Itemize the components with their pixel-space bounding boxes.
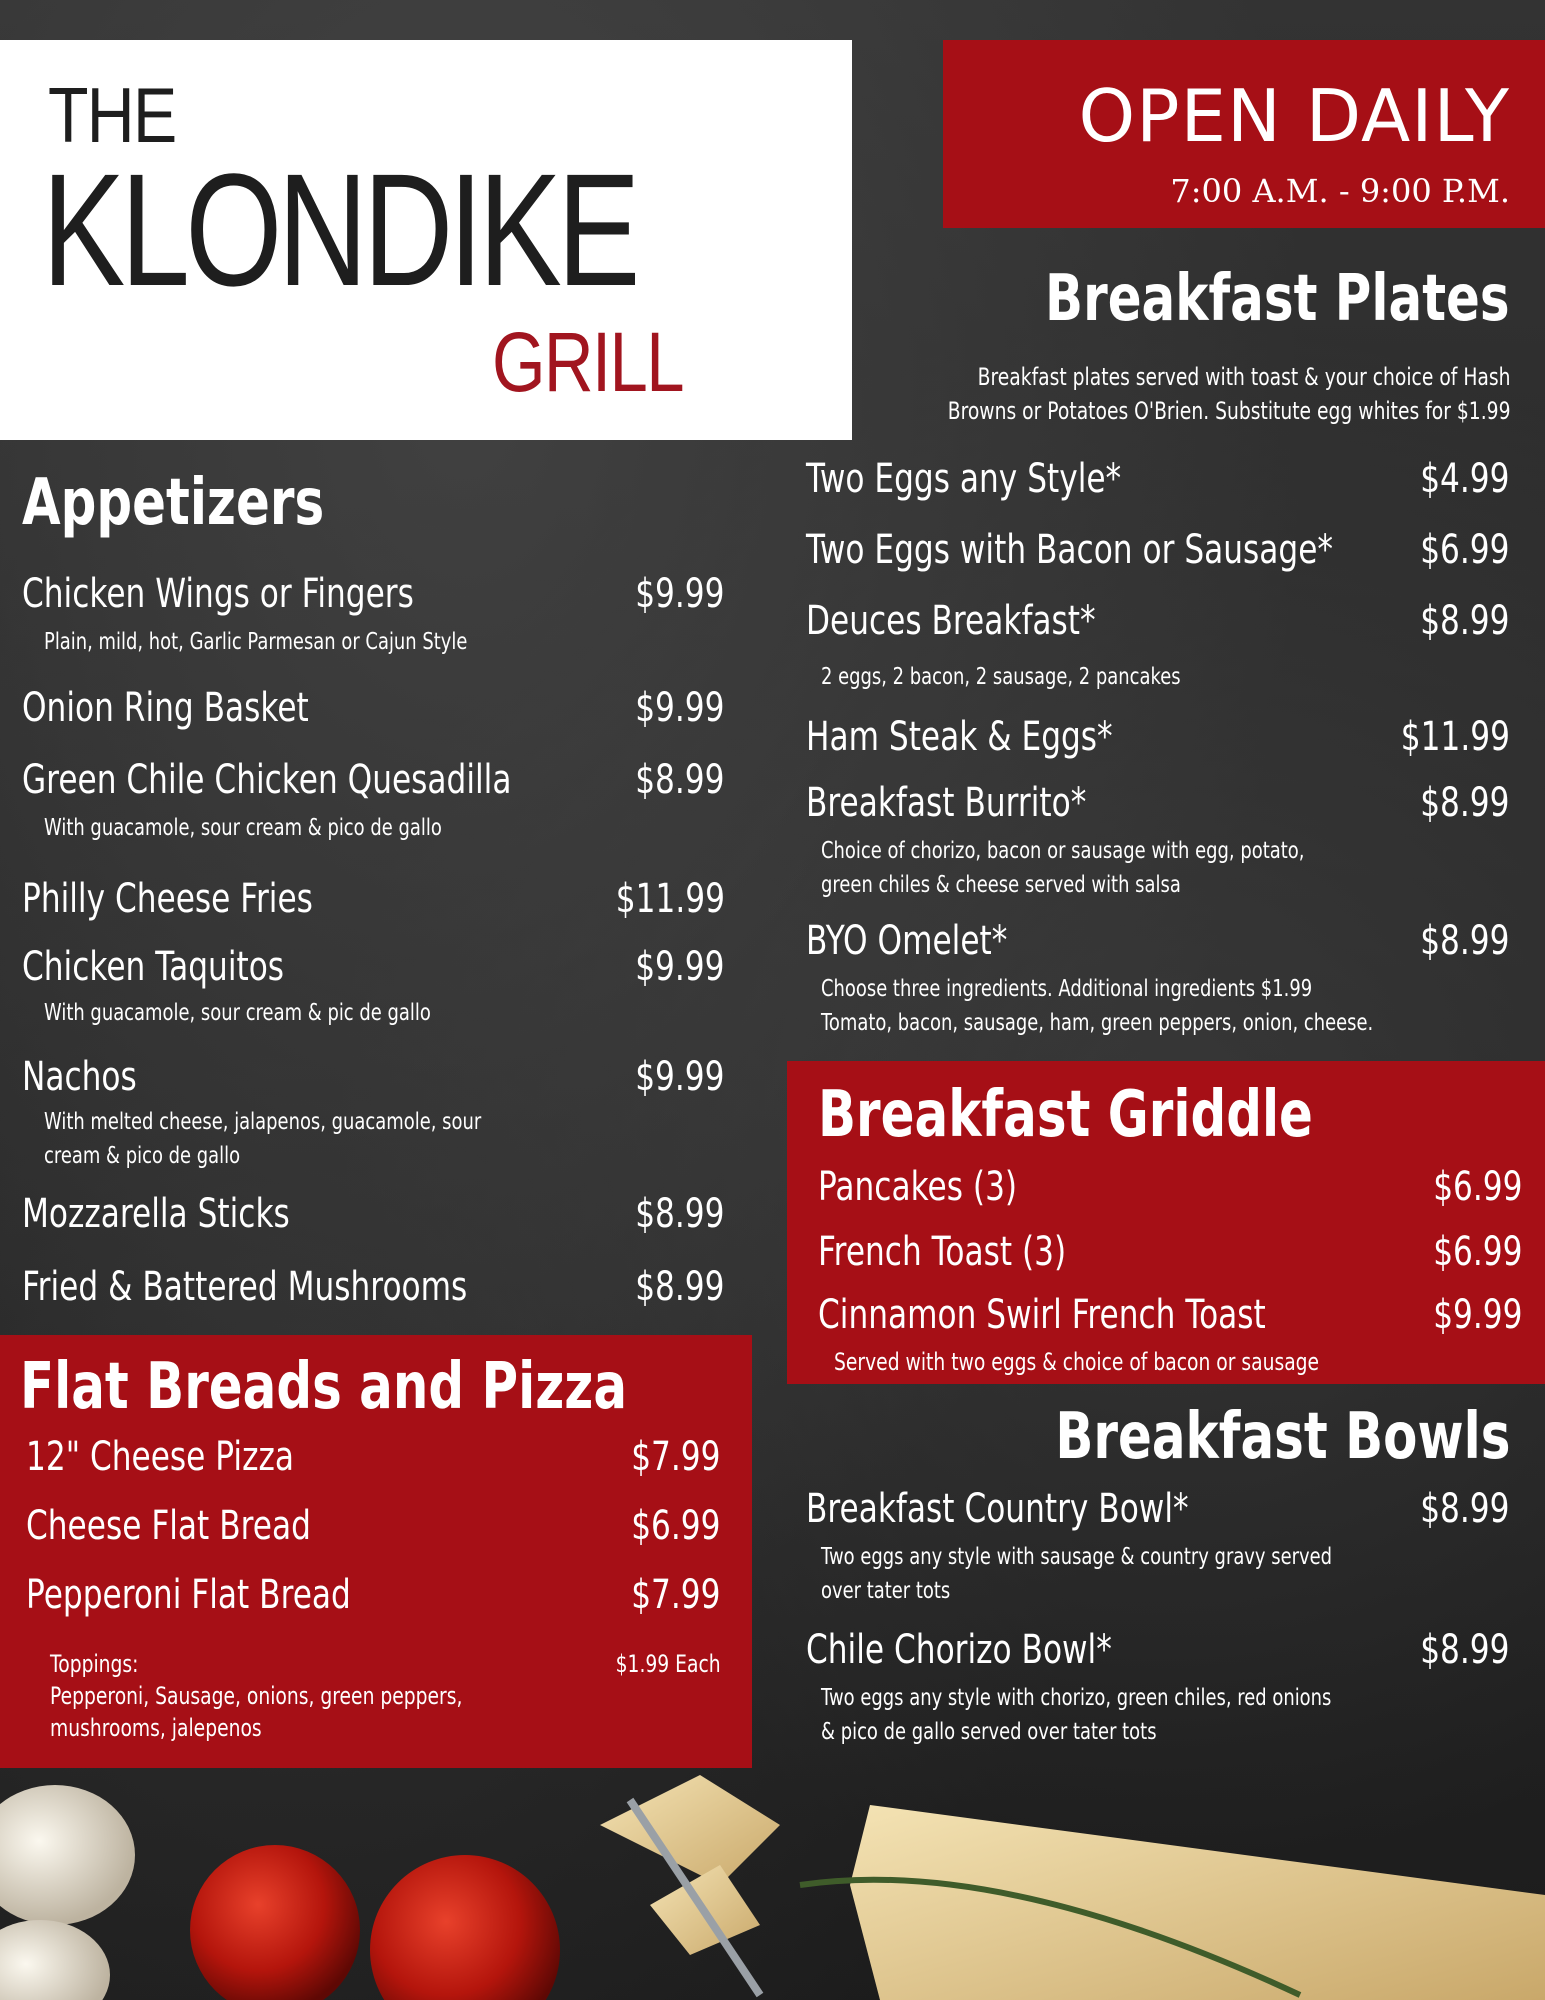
menu-item-desc-line: over tater tots — [821, 1578, 951, 1604]
menu-item-price-text: $8.99 — [1420, 918, 1510, 964]
griddle-title: Breakfast Griddle — [818, 1078, 1313, 1152]
menu-item-price-text: $6.99 — [1433, 1164, 1523, 1210]
menu-item-name-text: 12" Cheese Pizza — [26, 1434, 294, 1480]
menu-item-price — [1395, 780, 1510, 826]
bowls-title: Breakfast Bowls — [1054, 1400, 1510, 1474]
menu-item-desc-line: Two eggs any style with sausage & country gravy served — [821, 1544, 1333, 1570]
menu-item-desc-line: Choice of chorizo, bacon or sausage with egg, potato, — [821, 838, 1305, 864]
menu-item-price-text: $8.99 — [1420, 598, 1510, 644]
menu-item-name-text: Pepperoni Flat Bread — [26, 1572, 351, 1618]
menu-item-price — [1395, 1627, 1510, 1673]
menu-item-desc-line: Two eggs any style with chorizo, green chiles, red onions — [821, 1685, 1332, 1711]
menu-item-name — [22, 1264, 593, 1310]
menu-item-price — [1395, 1486, 1510, 1532]
menu-item-name — [22, 1191, 365, 1237]
menu-item-name — [26, 1434, 370, 1480]
menu-item-price-text: $8.99 — [635, 1264, 725, 1310]
menu-item-price — [610, 571, 725, 617]
menu-item-name — [806, 1627, 1198, 1673]
menu-item-name — [22, 876, 395, 922]
cheese-chunk — [600, 1775, 780, 1885]
menu-item-name-text: Chicken Wings or Fingers — [22, 571, 414, 617]
menu-item-name — [26, 1503, 391, 1549]
menu-item-name — [818, 1229, 1136, 1275]
food-illustration — [0, 1765, 1545, 2000]
menu-item-price — [610, 685, 725, 731]
menu-item-name-text: French Toast (3) — [818, 1229, 1067, 1275]
menu-item-name — [818, 1292, 1392, 1338]
menu-item-name — [22, 757, 650, 803]
menu-item-name — [22, 571, 524, 617]
menu-item-desc — [821, 660, 1282, 694]
menu-item-name — [806, 918, 1064, 964]
menu-item-price — [610, 1264, 725, 1310]
menu-item-price-text: $7.99 — [631, 1572, 721, 1618]
menu-item-name — [22, 944, 358, 990]
menu-item-price — [1395, 598, 1510, 644]
menu-item-price-text: $4.99 — [1420, 456, 1510, 502]
menu-item-price-text: $8.99 — [1420, 780, 1510, 826]
menu-item-desc-line: cream & pico de gallo — [44, 1143, 241, 1169]
menu-item-name-text: Two Eggs with Bacon or Sausage* — [806, 527, 1333, 573]
garlic-clove — [0, 1920, 110, 2000]
menu-item-name — [26, 1572, 442, 1618]
menu-item-desc — [821, 834, 1441, 902]
menu-item-price-text: $7.99 — [631, 1434, 721, 1480]
menu-item-name-text: Two Eggs any Style* — [806, 456, 1122, 502]
breakfast-plates-title: Breakfast Plates — [1045, 262, 1510, 336]
note-line: Breakfast plates served with toast & your choice of Hash — [977, 363, 1510, 391]
menu-item-name-text: Onion Ring Basket — [22, 685, 309, 731]
menu-item-price — [1408, 1292, 1523, 1338]
menu-item-name — [806, 714, 1199, 760]
menu-item-desc-line: With melted cheese, jalapenos, guacamole, sour — [44, 1109, 482, 1135]
toppings-block — [50, 1648, 579, 1744]
toppings-price: $1.99 Each — [615, 1650, 721, 1678]
menu-item-name — [806, 780, 1165, 826]
menu-item-name — [806, 527, 1482, 573]
menu-item-price — [1395, 527, 1510, 573]
flatbreads-title: Flat Breads and Pizza — [20, 1350, 628, 1424]
menu-item-price-text: $8.99 — [635, 757, 725, 803]
menu-item-price-text: $11.99 — [1400, 714, 1510, 760]
menu-item-name-text: Breakfast Country Bowl* — [806, 1486, 1189, 1532]
menu-item-price-text: $11.99 — [615, 876, 725, 922]
logo-the: THE — [48, 71, 176, 159]
menu-item-desc-line: & pico de gallo served over tater tots — [821, 1719, 1157, 1745]
menu-item-desc — [44, 811, 554, 845]
menu-item-name-text: Cinnamon Swirl French Toast — [818, 1292, 1266, 1338]
menu-item-name — [806, 598, 1177, 644]
menu-item-price — [606, 1572, 721, 1618]
menu-item-price — [1408, 1229, 1523, 1275]
menu-item-price — [1370, 714, 1510, 760]
menu-item-desc — [44, 625, 587, 659]
menu-item-name-text: Philly Cheese Fries — [22, 876, 313, 922]
menu-item-price — [610, 757, 725, 803]
menu-item-price-text: $9.99 — [1433, 1292, 1523, 1338]
menu-item-price-text: $9.99 — [635, 685, 725, 731]
menu-item-name-text: Pancakes (3) — [818, 1164, 1018, 1210]
menu-item-price — [585, 876, 725, 922]
menu-item-price-text: $6.99 — [1433, 1229, 1523, 1275]
breakfast-plates-note — [789, 360, 1510, 428]
menu-item-desc-line: 2 eggs, 2 bacon, 2 sausage, 2 pancakes — [821, 664, 1181, 690]
menu-item-price — [1408, 1164, 1523, 1210]
menu-item-desc — [821, 972, 1529, 1040]
menu-item-price — [606, 1434, 721, 1480]
menu-item-desc-line: Choose three ingredients. Additional ingredients $1.99 — [821, 976, 1313, 1002]
menu-item-price — [1395, 918, 1510, 964]
menu-item-price — [1395, 456, 1510, 502]
griddle-note: Served with two eggs & choice of bacon or sausage — [834, 1348, 1320, 1376]
menu-item-price-text: $8.99 — [1420, 1627, 1510, 1673]
menu-item-price-text: $6.99 — [631, 1503, 721, 1549]
menu-item-price — [606, 1503, 721, 1549]
menu-item-name-text: Green Chile Chicken Quesadilla — [22, 757, 512, 803]
menu-item-name-text: Mozzarella Sticks — [22, 1191, 290, 1237]
menu-item-desc — [44, 996, 540, 1030]
menu-item-name-text: Cheese Flat Bread — [26, 1503, 311, 1549]
menu-item-price-text: $8.99 — [1420, 1486, 1510, 1532]
menu-item-price — [610, 1054, 725, 1100]
menu-item-name — [806, 456, 1210, 502]
menu-item-desc — [821, 1681, 1475, 1749]
menu-item-desc-line: With guacamole, sour cream & pic de gallo — [44, 1000, 431, 1026]
menu-item-price-text: $9.99 — [635, 944, 725, 990]
menu-item-price — [610, 944, 725, 990]
menu-item-price-text: $8.99 — [635, 1191, 725, 1237]
menu-item-name-text: Breakfast Burrito* — [806, 780, 1087, 826]
menu-item-name-text: BYO Omelet* — [806, 918, 1008, 964]
tomato — [190, 1845, 360, 2000]
menu-item-name — [818, 1164, 1073, 1210]
menu-item-name-text: Ham Steak & Eggs* — [806, 714, 1113, 760]
menu-item-price-text: $6.99 — [1420, 527, 1510, 573]
menu-item-name-text: Deuces Breakfast* — [806, 598, 1096, 644]
toppings-line: Pepperoni, Sausage, onions, green peppers, — [50, 1682, 463, 1710]
menu-item-desc-line: Plain, mild, hot, Garlic Parmesan or Cajun Style — [44, 629, 468, 655]
menu-item-desc — [821, 1540, 1476, 1608]
menu-item-desc-line: With guacamole, sour cream & pico de gallo — [44, 815, 442, 841]
hours-title: OPEN DAILY — [1078, 74, 1510, 158]
appetizers-title: Appetizers — [22, 466, 325, 540]
cheese-wedge — [850, 1805, 1545, 2000]
menu-item-name-text: Chicken Taquitos — [22, 944, 285, 990]
tomato — [370, 1855, 560, 2000]
toppings-label: Toppings: — [50, 1650, 139, 1678]
hours-time: 7:00 A.M. - 9:00 P.M. — [1170, 172, 1510, 210]
logo-name: KLONDIKE — [42, 140, 636, 319]
menu-item-name-text: Chile Chorizo Bowl* — [806, 1627, 1112, 1673]
menu-item-name-text: Nachos — [22, 1054, 137, 1100]
menu-item-desc-line: green chiles & cheese served with salsa — [821, 872, 1181, 898]
menu-item-name — [22, 685, 390, 731]
menu-item-name-text: Fried & Battered Mushrooms — [22, 1264, 468, 1310]
menu-item-price-text: $9.99 — [635, 1054, 725, 1100]
menu-item-price-text: $9.99 — [635, 571, 725, 617]
garlic-clove — [0, 1785, 135, 1925]
logo-grill: GRILL — [492, 315, 683, 409]
menu-item-name — [806, 1486, 1297, 1532]
menu-item-name — [22, 1054, 169, 1100]
note-line: Browns or Potatoes O'Brien. Substitute egg whites for $1.99 — [947, 397, 1510, 425]
menu-item-desc-line: Tomato, bacon, sausage, ham, green peppers, onion, cheese. — [821, 1010, 1374, 1036]
menu-item-price — [610, 1191, 725, 1237]
toppings-line: mushrooms, jalepenos — [50, 1714, 262, 1742]
menu-item-desc — [44, 1105, 605, 1173]
